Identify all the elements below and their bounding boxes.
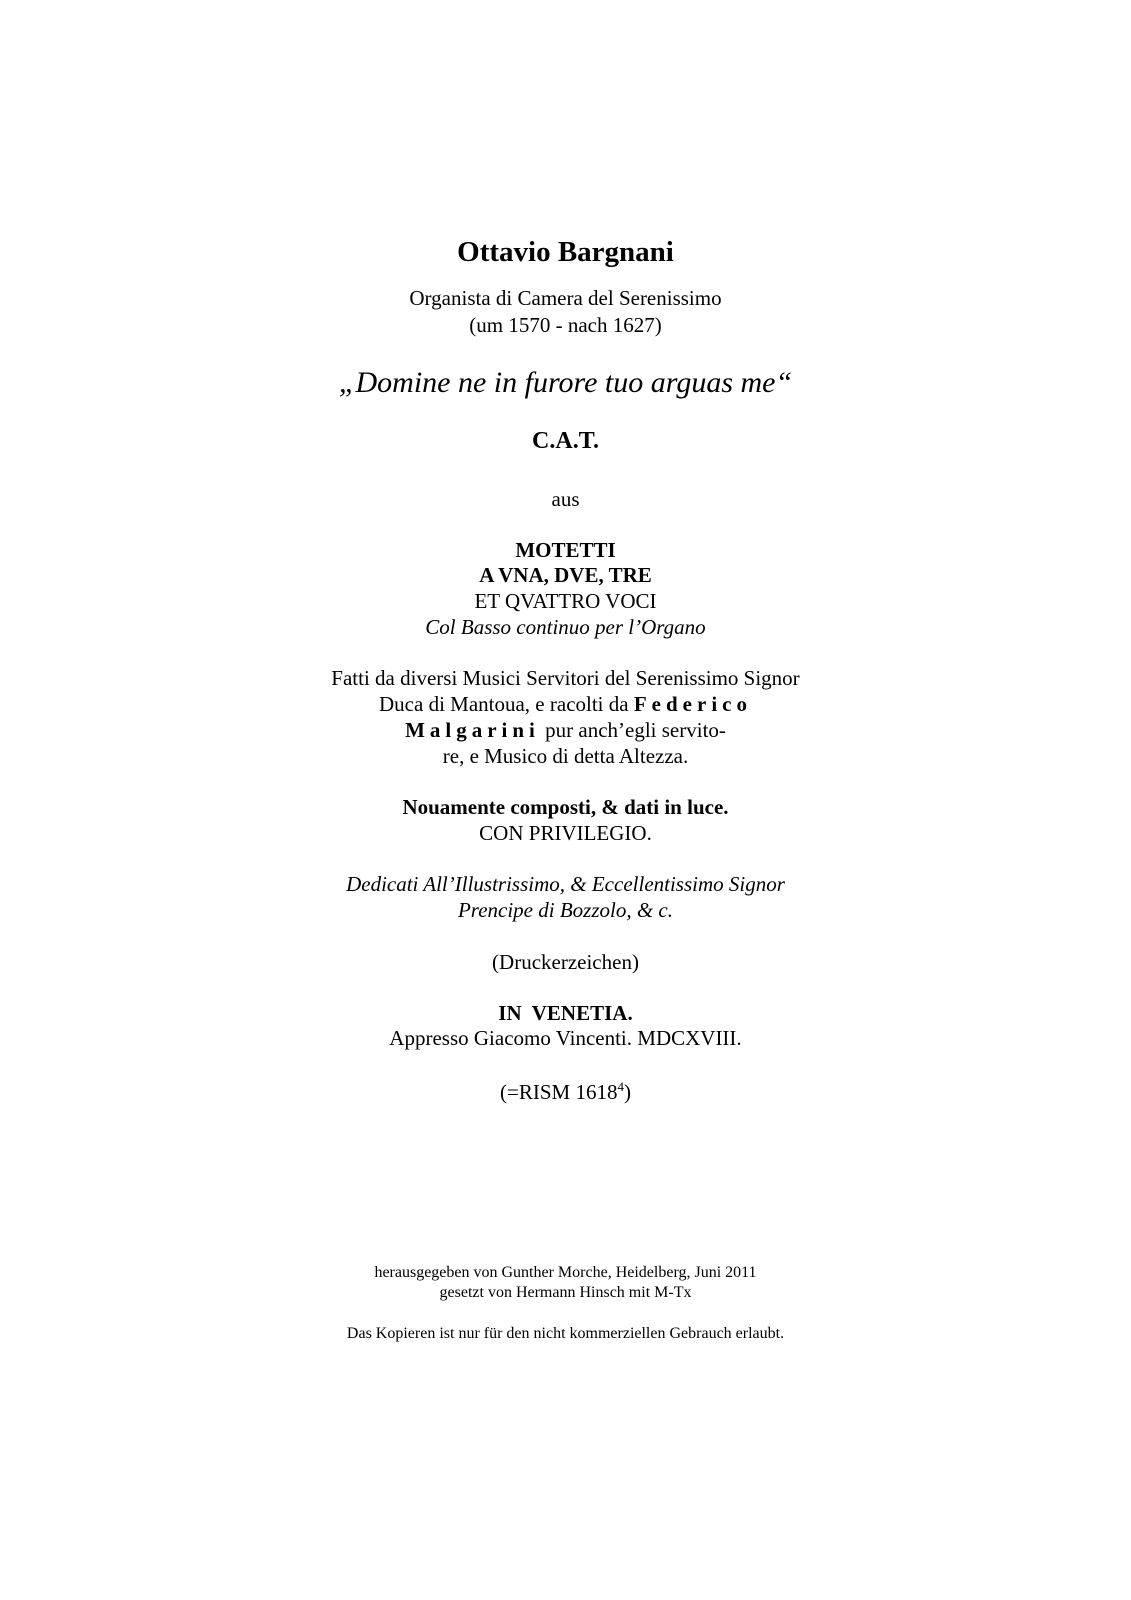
footer-typesetter: gesetzt von Hermann Hinsch mit M-Tx: [439, 1284, 692, 1301]
compiler-first-name: Federico: [633, 692, 752, 716]
source-intro: aus: [551, 487, 580, 511]
dedication-line-1: Dedicati All’Illustrissimo, & Eccellentissimo Signor: [346, 872, 785, 896]
composer-name: Ottavio Bargnani: [457, 236, 674, 268]
work-title: „Domine ne in furore tuo arguas me“: [338, 366, 793, 399]
imprint-printer: Appresso Giacomo Vincenti. MDCXVIII.: [389, 1026, 742, 1050]
compiler-line-1: Fatti da diversi Musici Servitori del Serenissimo Signor: [331, 666, 800, 690]
imprint-place: IN VENETIA.: [498, 1001, 633, 1025]
composer-dates: (um 1570 - nach 1627): [469, 313, 662, 337]
rism-reference: [0, 1080, 1131, 1105]
collection-title-2: A VNA, DVE, TRE: [479, 563, 652, 587]
compiler-line-3: [0, 718, 1131, 743]
compiler-line-3-text: pur anch’egli servito-: [545, 718, 726, 742]
composer-role: Organista di Camera del Serenissimo: [409, 286, 722, 310]
printer-mark: (Druckerzeichen): [492, 950, 639, 974]
collection-title-1: MOTETTI: [515, 538, 616, 562]
footer-license: Das Kopieren ist nur für den nicht kommerziellen Gebrauch erlaubt.: [346, 1325, 785, 1342]
dedication-line-2: Prencipe di Bozzolo, & c.: [457, 898, 673, 922]
novelty-line: Nouamente composti, & dati in luce.: [402, 795, 729, 819]
footer-editor: herausgegeben von Gunther Morche, Heidelberg, Juni 2011: [374, 1264, 757, 1281]
compiler-line-2-text: Duca di Mantoua, e racolti da: [379, 692, 629, 716]
compiler-line-4: re, e Musico di detta Altezza.: [442, 744, 689, 768]
collection-title-3: ET QVATTRO VOCI: [474, 589, 657, 613]
collection-title-4: Col Basso continuo per l’Organo: [425, 615, 706, 639]
compiler-last-name: Malgarini: [405, 718, 540, 742]
rism-superscript: 4: [617, 1079, 624, 1094]
rism-prefix: (=RISM 1618: [500, 1080, 618, 1104]
voices: C.A.T.: [532, 428, 599, 454]
rism-suffix: ): [623, 1080, 631, 1104]
privilege-line: CON PRIVILEGIO.: [479, 821, 652, 845]
compiler-line-2: [0, 692, 1131, 717]
